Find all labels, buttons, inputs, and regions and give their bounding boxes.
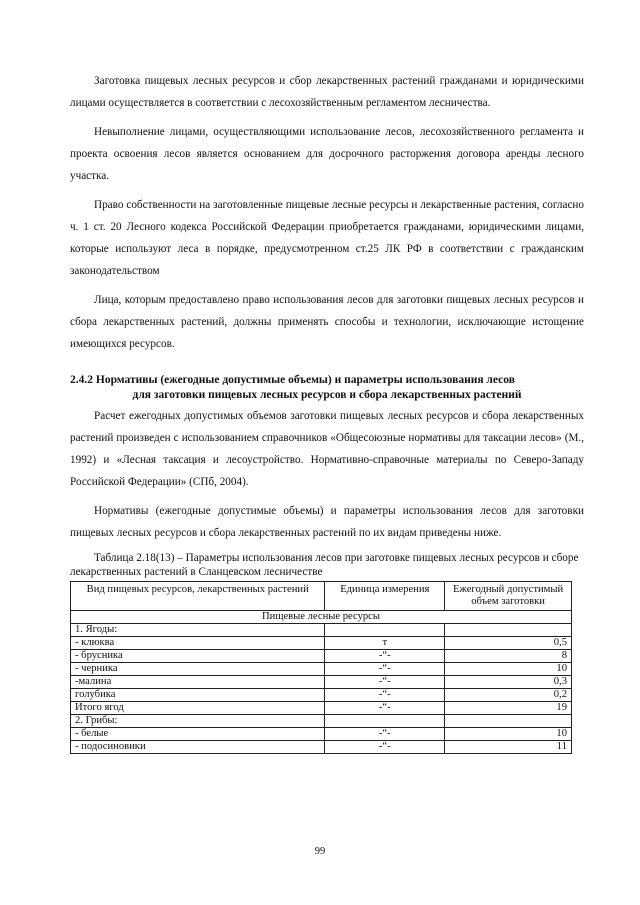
cell-volume: 11: [445, 741, 572, 754]
paragraph-1: Заготовка пищевых лесных ресурсов и сбор лекарственных растений гражданами и юридическими лицами осуществляется в соответствии с лесохозяйственным регламентом лесничества.: [70, 75, 584, 109]
table-row: [71, 676, 572, 689]
cell-volume: 19: [445, 702, 572, 715]
cell-resource: - подосиновики: [71, 741, 325, 754]
paragraph-2: Невыполнение лицами, осуществляющими использование лесов, лесохозяйственного регламента и проекта освоения лесов является основанием для досрочного расторжения договора аренды лесного участка.: [70, 126, 584, 182]
cell-unit: -“-: [325, 702, 445, 715]
cell-volume: 0,5: [445, 637, 572, 650]
cell-resource: - белые: [71, 728, 325, 741]
cell-resource: 2. Грибы:: [71, 715, 325, 728]
table-row: [71, 728, 572, 741]
cell-resource: 1. Ягоды:: [71, 624, 325, 637]
header-volume: Ежегодный допустимый объем заготовки: [445, 582, 572, 611]
paragraph-4: Лица, которым предоставлено право использования лесов для заготовки пищевых лесных ресурсов и сбора лекарственных растений, должны применять способы и технологии, исключающие истощение имеющихся ресурсов.: [70, 294, 584, 350]
cell-unit: -“-: [325, 676, 445, 689]
cell-volume: 0,3: [445, 676, 572, 689]
page-number: 99: [314, 846, 326, 857]
cell-resource: - черника: [71, 663, 325, 676]
table-row: [71, 663, 572, 676]
header-unit: Единица измерения: [325, 582, 445, 611]
table-section-row: [71, 611, 572, 624]
section-label: Пищевые лесные ресурсы: [71, 611, 572, 624]
resources-table: [70, 581, 572, 754]
heading-line-2: для заготовки пищевых лесных ресурсов и сбора лекарственных растений: [132, 389, 522, 401]
cell-volume: 10: [445, 728, 572, 741]
cell-unit: -“-: [325, 663, 445, 676]
paragraph-6: Нормативы (ежегодные допустимые объемы) и параметры использования лесов для заготовки пищевых лесных ресурсов и сбора лекарственных растений по их видам приведены ниже.: [70, 505, 584, 539]
header-type: Вид пищевых ресурсов, лекарственных растений: [71, 582, 325, 611]
heading-line-1: 2.4.2 Нормативы (ежегодные допустимые объемы) и параметры использования лесов: [70, 374, 515, 386]
table-header-row: [71, 582, 572, 611]
cell-unit: т: [325, 637, 445, 650]
cell-resource: голубика: [71, 689, 325, 702]
paragraph-3: Право собственности на заготовленные пищевые лесные ресурсы и лекарственные растения, согласно ч. 1 ст. 20 Лесного кодекса Российской Федерации приобретается гражданами, юридическими лицами, которые используют леса в порядке, предусмотренном ст.25 ЛК РФ в соответствии с гражданским законодательством: [70, 199, 584, 277]
cell-resource: -малина: [71, 676, 325, 689]
table-row: [71, 637, 572, 650]
cell-unit: -“-: [325, 689, 445, 702]
cell-unit: -“-: [325, 650, 445, 663]
cell-unit: -“-: [325, 728, 445, 741]
cell-unit: -“-: [325, 741, 445, 754]
cell-resource: - брусника: [71, 650, 325, 663]
cell-volume: 10: [445, 663, 572, 676]
cell-resource: Итого ягод: [71, 702, 325, 715]
table-caption: Таблица 2.18(13) – Параметры использования лесов при заготовке пищевых лесных ресурсов и сборе лекарственных растений в Сланцевском лесничестве: [70, 552, 579, 578]
table-row: [71, 689, 572, 702]
table-row: [71, 715, 572, 728]
cell-resource: - клюква: [71, 637, 325, 650]
cell-volume: [445, 624, 572, 637]
cell-unit: [325, 715, 445, 728]
document-page: [70, 70, 584, 754]
table-row: [71, 650, 572, 663]
table-row: [71, 702, 572, 715]
section-heading: [70, 373, 584, 403]
paragraph-5: Расчет ежегодных допустимых объемов заготовки пищевых лесных ресурсов и сбора лекарственных растений произведен с использованием справочников «Общесоюзные нормативы для таксации лесов» (М., 1992) и «Лесная таксация и лесоустройство. Нормативно-справочные материалы по Северо-Западу Российской Федерации» (СПб, 2004).: [70, 410, 584, 488]
cell-volume: 8: [445, 650, 572, 663]
cell-volume: [445, 715, 572, 728]
cell-volume: 0,2: [445, 689, 572, 702]
table-row: [71, 741, 572, 754]
table-row: [71, 624, 572, 637]
cell-unit: [325, 624, 445, 637]
